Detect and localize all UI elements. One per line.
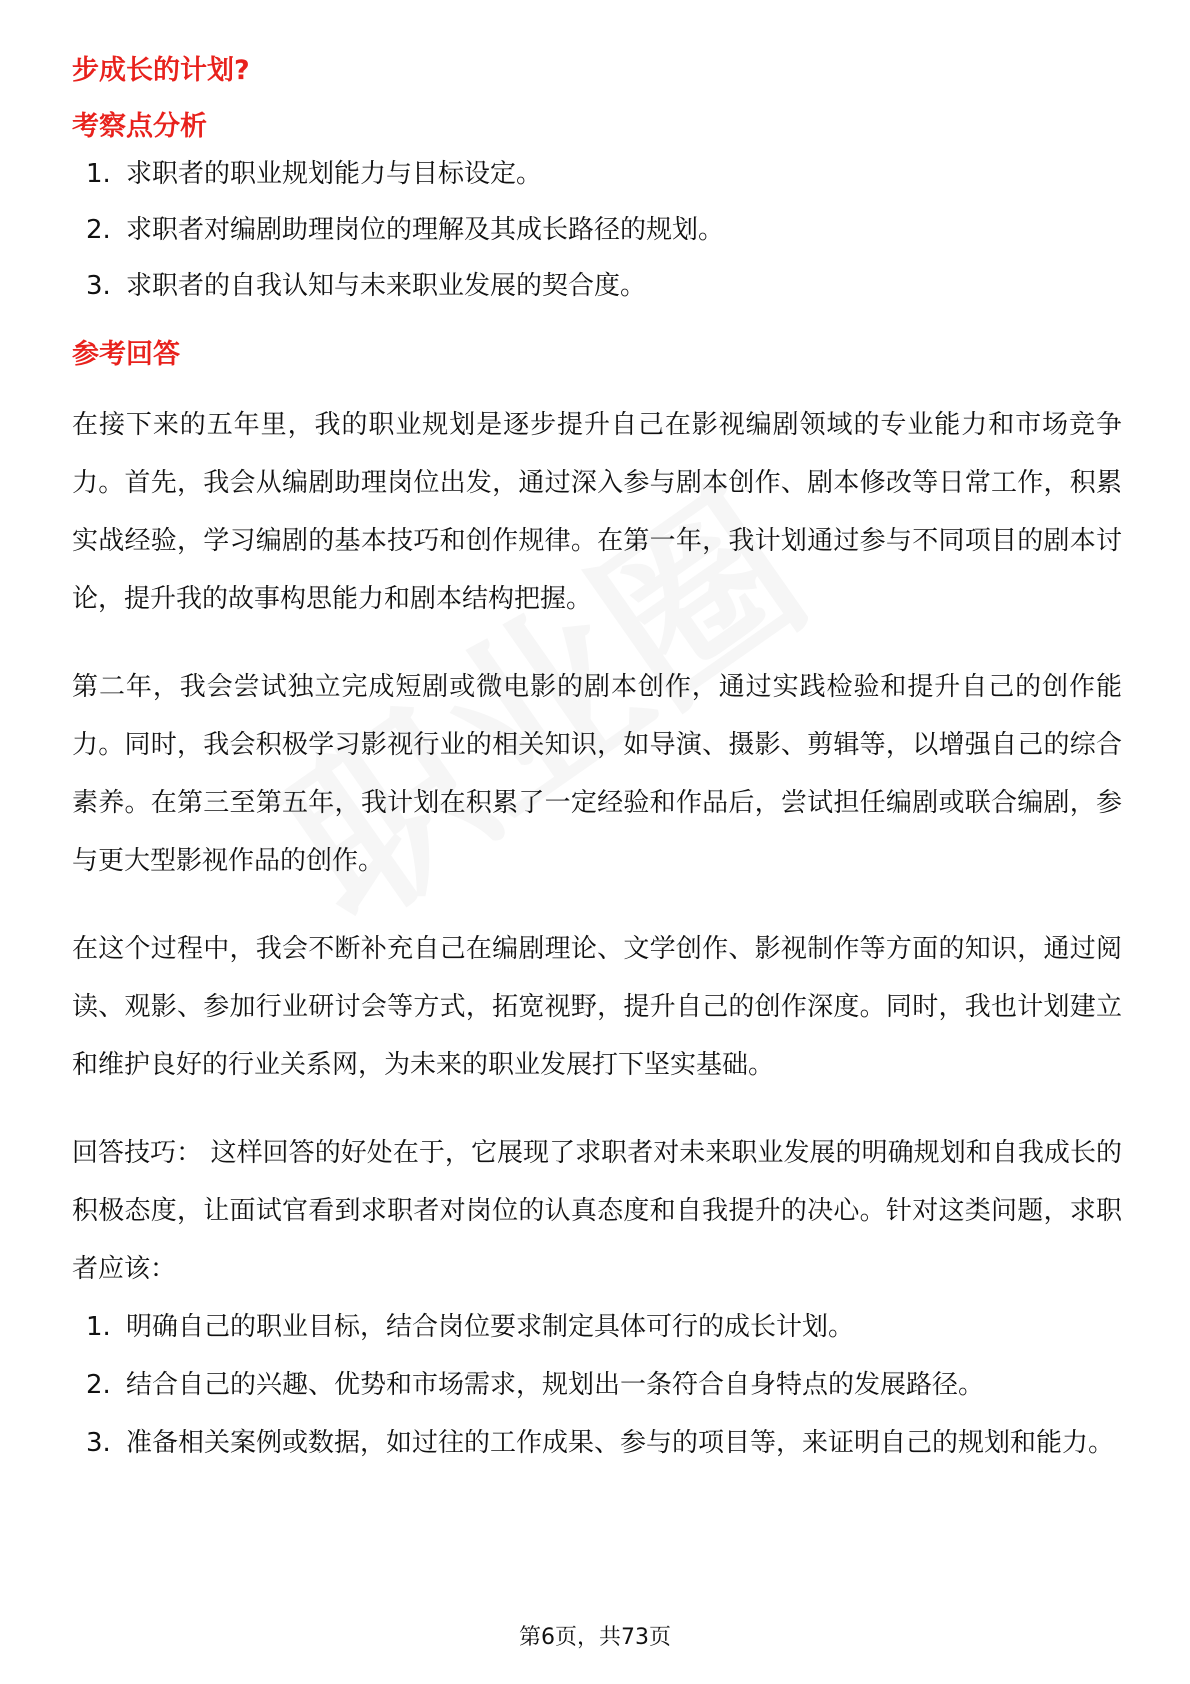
list-number: 2. bbox=[86, 215, 111, 245]
analysis-list bbox=[72, 146, 1122, 314]
list-item bbox=[72, 1298, 1122, 1356]
analysis-heading: 考察点分析 bbox=[72, 111, 207, 142]
tips-paragraph: 回答技巧： 这样回答的好处在于，它展现了求职者对未来职业发展的明确规划和自我成长的积极态度，让面试官看到求职者对岗位的认真态度和自我提升的决心。针对这类问题，求职者应该： bbox=[72, 1138, 1122, 1284]
answer-paragraph-2: 第二年，我会尝试独立完成短剧或微电影的剧本创作，通过实践检验和提升自己的创作能力。同时，我会积极学习影视行业的相关知识，如导演、摄影、剪辑等，以增强自己的综合素养。在第三至第五年，我计划在积累了一定经验和作品后，尝试担任编剧或联合编剧，参与更大型影视作品的创作。 bbox=[72, 672, 1122, 876]
list-item-text: 求职者的职业规划能力与目标设定。 bbox=[126, 159, 543, 189]
list-item bbox=[72, 146, 1122, 202]
tips-list bbox=[72, 1298, 1122, 1472]
answer-heading: 参考回答 bbox=[72, 339, 180, 370]
list-number: 1. bbox=[86, 1312, 111, 1342]
list-item bbox=[72, 202, 1122, 258]
list-item bbox=[72, 1356, 1122, 1414]
list-item-text: 结合自己的兴趣、优势和市场需求，规划出一条符合自身特点的发展路径。 bbox=[126, 1370, 985, 1400]
list-item-text: 求职者的自我认知与未来职业发展的契合度。 bbox=[126, 271, 647, 301]
list-item-text: 准备相关案例或数据，如过往的工作成果、参与的项目等，来证明自己的规划和能力。 bbox=[126, 1428, 1115, 1458]
list-item-text: 明确自己的职业目标，结合岗位要求制定具体可行的成长计划。 bbox=[126, 1312, 855, 1342]
continued-question-title: 步成长的计划? bbox=[72, 55, 250, 86]
page-content bbox=[72, 52, 1122, 1472]
list-number: 3. bbox=[86, 271, 111, 301]
list-number: 1. bbox=[86, 159, 111, 189]
list-number: 2. bbox=[86, 1370, 111, 1400]
list-number: 3. bbox=[86, 1428, 111, 1458]
list-item bbox=[72, 258, 1122, 314]
list-item-text: 求职者对编剧助理岗位的理解及其成长路径的规划。 bbox=[126, 215, 725, 245]
list-item bbox=[72, 1414, 1122, 1472]
answer-paragraph-1: 在接下来的五年里，我的职业规划是逐步提升自己在影视编剧领域的专业能力和市场竞争力。首先，我会从编剧助理岗位出发，通过深入参与剧本创作、剧本修改等日常工作，积累实战经验，学习编剧的基本技巧和创作规律。在第一年，我计划通过参与不同项目的剧本讨论，提升我的故事构思能力和剧本结构把握。 bbox=[72, 410, 1122, 614]
page-footer: 第6页，共73页 bbox=[519, 1625, 671, 1650]
answer-paragraph-3: 在这个过程中，我会不断补充自己在编剧理论、文学创作、影视制作等方面的知识，通过阅读、观影、参加行业研讨会等方式，拓宽视野，提升自己的创作深度。同时，我也计划建立和维护良好的行业关系网，为未来的职业发展打下坚实基础。 bbox=[72, 934, 1122, 1080]
